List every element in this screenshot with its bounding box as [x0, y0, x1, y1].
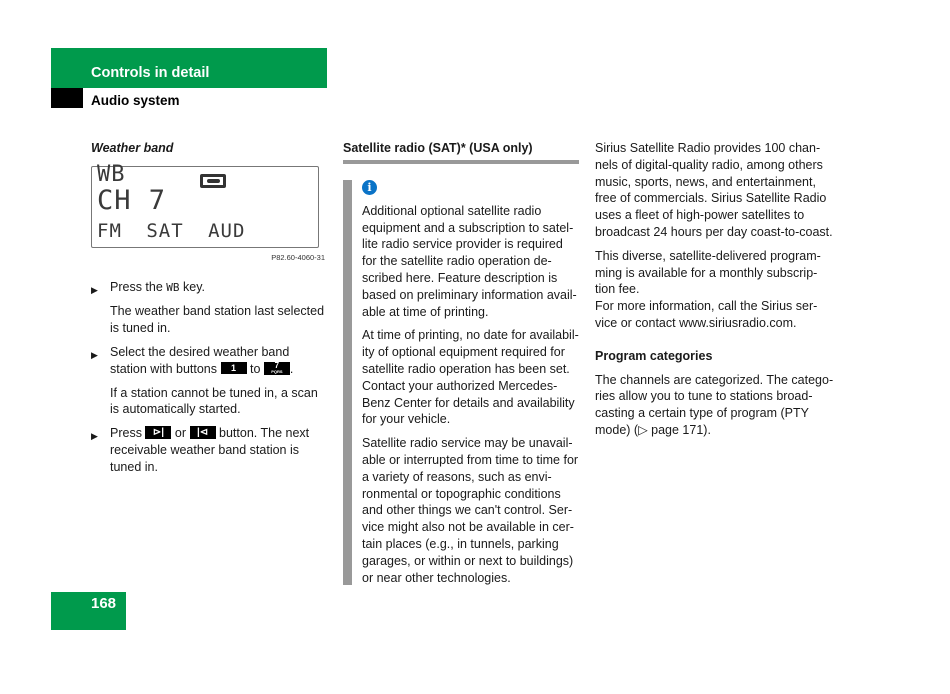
column-sirius-info [595, 140, 835, 446]
bullet-arrow-icon: ▶ [91, 349, 98, 360]
key-7-letters: PQRS [271, 368, 283, 374]
key-1-icon: 1 [221, 362, 247, 374]
page-number: 168 [51, 592, 126, 630]
body-paragraph: This diverse, satellite-delivered program-ming is available for a monthly subscrip-tion fee. [595, 248, 821, 297]
step-text: button. The next receivable weather band station is tuned in. [110, 426, 310, 474]
step-press-skip [91, 425, 327, 475]
step-text: key. [183, 279, 206, 294]
step-select-station [91, 344, 327, 378]
bullet-arrow-icon: ▶ [91, 431, 98, 442]
subsection-marker [51, 88, 83, 108]
notice-paragraph: Satellite radio service may be unavail-able or interrupted from time to time for a variety of reasons, such as envi-ronmental or topographic conditions and other things we can't control. Ser-vice might also not be available in cer-tain places (e.g., in tunnels, parking garages, or within or next to buildings) or near other technologies. [362, 436, 579, 585]
step-text: or [174, 426, 187, 441]
key-7-icon [264, 362, 290, 375]
notice-side-bar [343, 180, 352, 585]
display-band-text: WB [97, 161, 126, 187]
program-categories-heading: Program categories [595, 348, 713, 363]
cassette-icon [200, 174, 226, 188]
step-text: Select the desired weather band station with buttons [110, 344, 290, 376]
body-paragraph: For more information, call the Sirius ser-vice or contact www.siriusradio.com. [595, 299, 818, 330]
satellite-radio-heading: Satellite radio (SAT)* (USA only) [343, 141, 533, 155]
body-paragraph: The channels are categorized. The catego-ries allow you to tune to stations broad-casting a certain type of program (PTY mode) (▷ page 171). [595, 372, 834, 437]
step-text: Press [110, 426, 142, 441]
notice-paragraph: Additional optional satellite radio equipment and a subscription to satel-lite radio service provider is required for the satellite radio operation de-scribed here. Feature description is based on preliminary information avail-able at time of printing. [362, 203, 577, 319]
column-satellite-radio [343, 140, 579, 593]
notice-paragraph: At time of printing, no date for availabil-ity of optional equipment required for satellite radio operation has been set. Contact your authorized Mercedes-Benz Center for details and availability for your vehicle. [362, 328, 579, 427]
step-result: If a station cannot be tuned in, a scan is automatically started. [110, 385, 318, 417]
body-paragraph: Sirius Satellite Radio provides 100 chan-nels of digital-quality radio, among others music, sports, news, and entertainment, free of commercials. Sirius Satellite Radio uses a fleet of high-power satellites to broadcast 24 hours per day coast-to-coast. [595, 141, 833, 239]
section-header-bar [51, 48, 327, 88]
step-result: The weather band station last selected is tuned in. [110, 304, 325, 336]
section-title: Controls in detail [91, 65, 210, 81]
heading-rule [343, 160, 579, 164]
skip-forward-icon: ⊳| [145, 426, 171, 439]
display-channel-text: CH 7 [97, 184, 167, 216]
info-notice [343, 180, 579, 587]
skip-back-icon: |⊲ [190, 426, 216, 439]
key-7-number: 7 [274, 360, 280, 370]
step-text: to [249, 361, 261, 376]
info-icon: i [362, 180, 377, 195]
figure-caption: P82.60-4060-31 [271, 252, 325, 262]
column-weather-band [91, 140, 327, 483]
wb-key-label: WB [166, 280, 180, 294]
radio-display-figure [91, 161, 319, 248]
subsection-title: Audio system [91, 93, 180, 108]
bullet-arrow-icon: ▶ [91, 284, 98, 295]
step-text: . [289, 361, 294, 376]
display-source-text: FM SAT AUD [97, 219, 246, 242]
step-press-wb [91, 279, 327, 297]
weather-band-heading: Weather band [91, 141, 174, 155]
step-text: Press the [110, 279, 163, 294]
